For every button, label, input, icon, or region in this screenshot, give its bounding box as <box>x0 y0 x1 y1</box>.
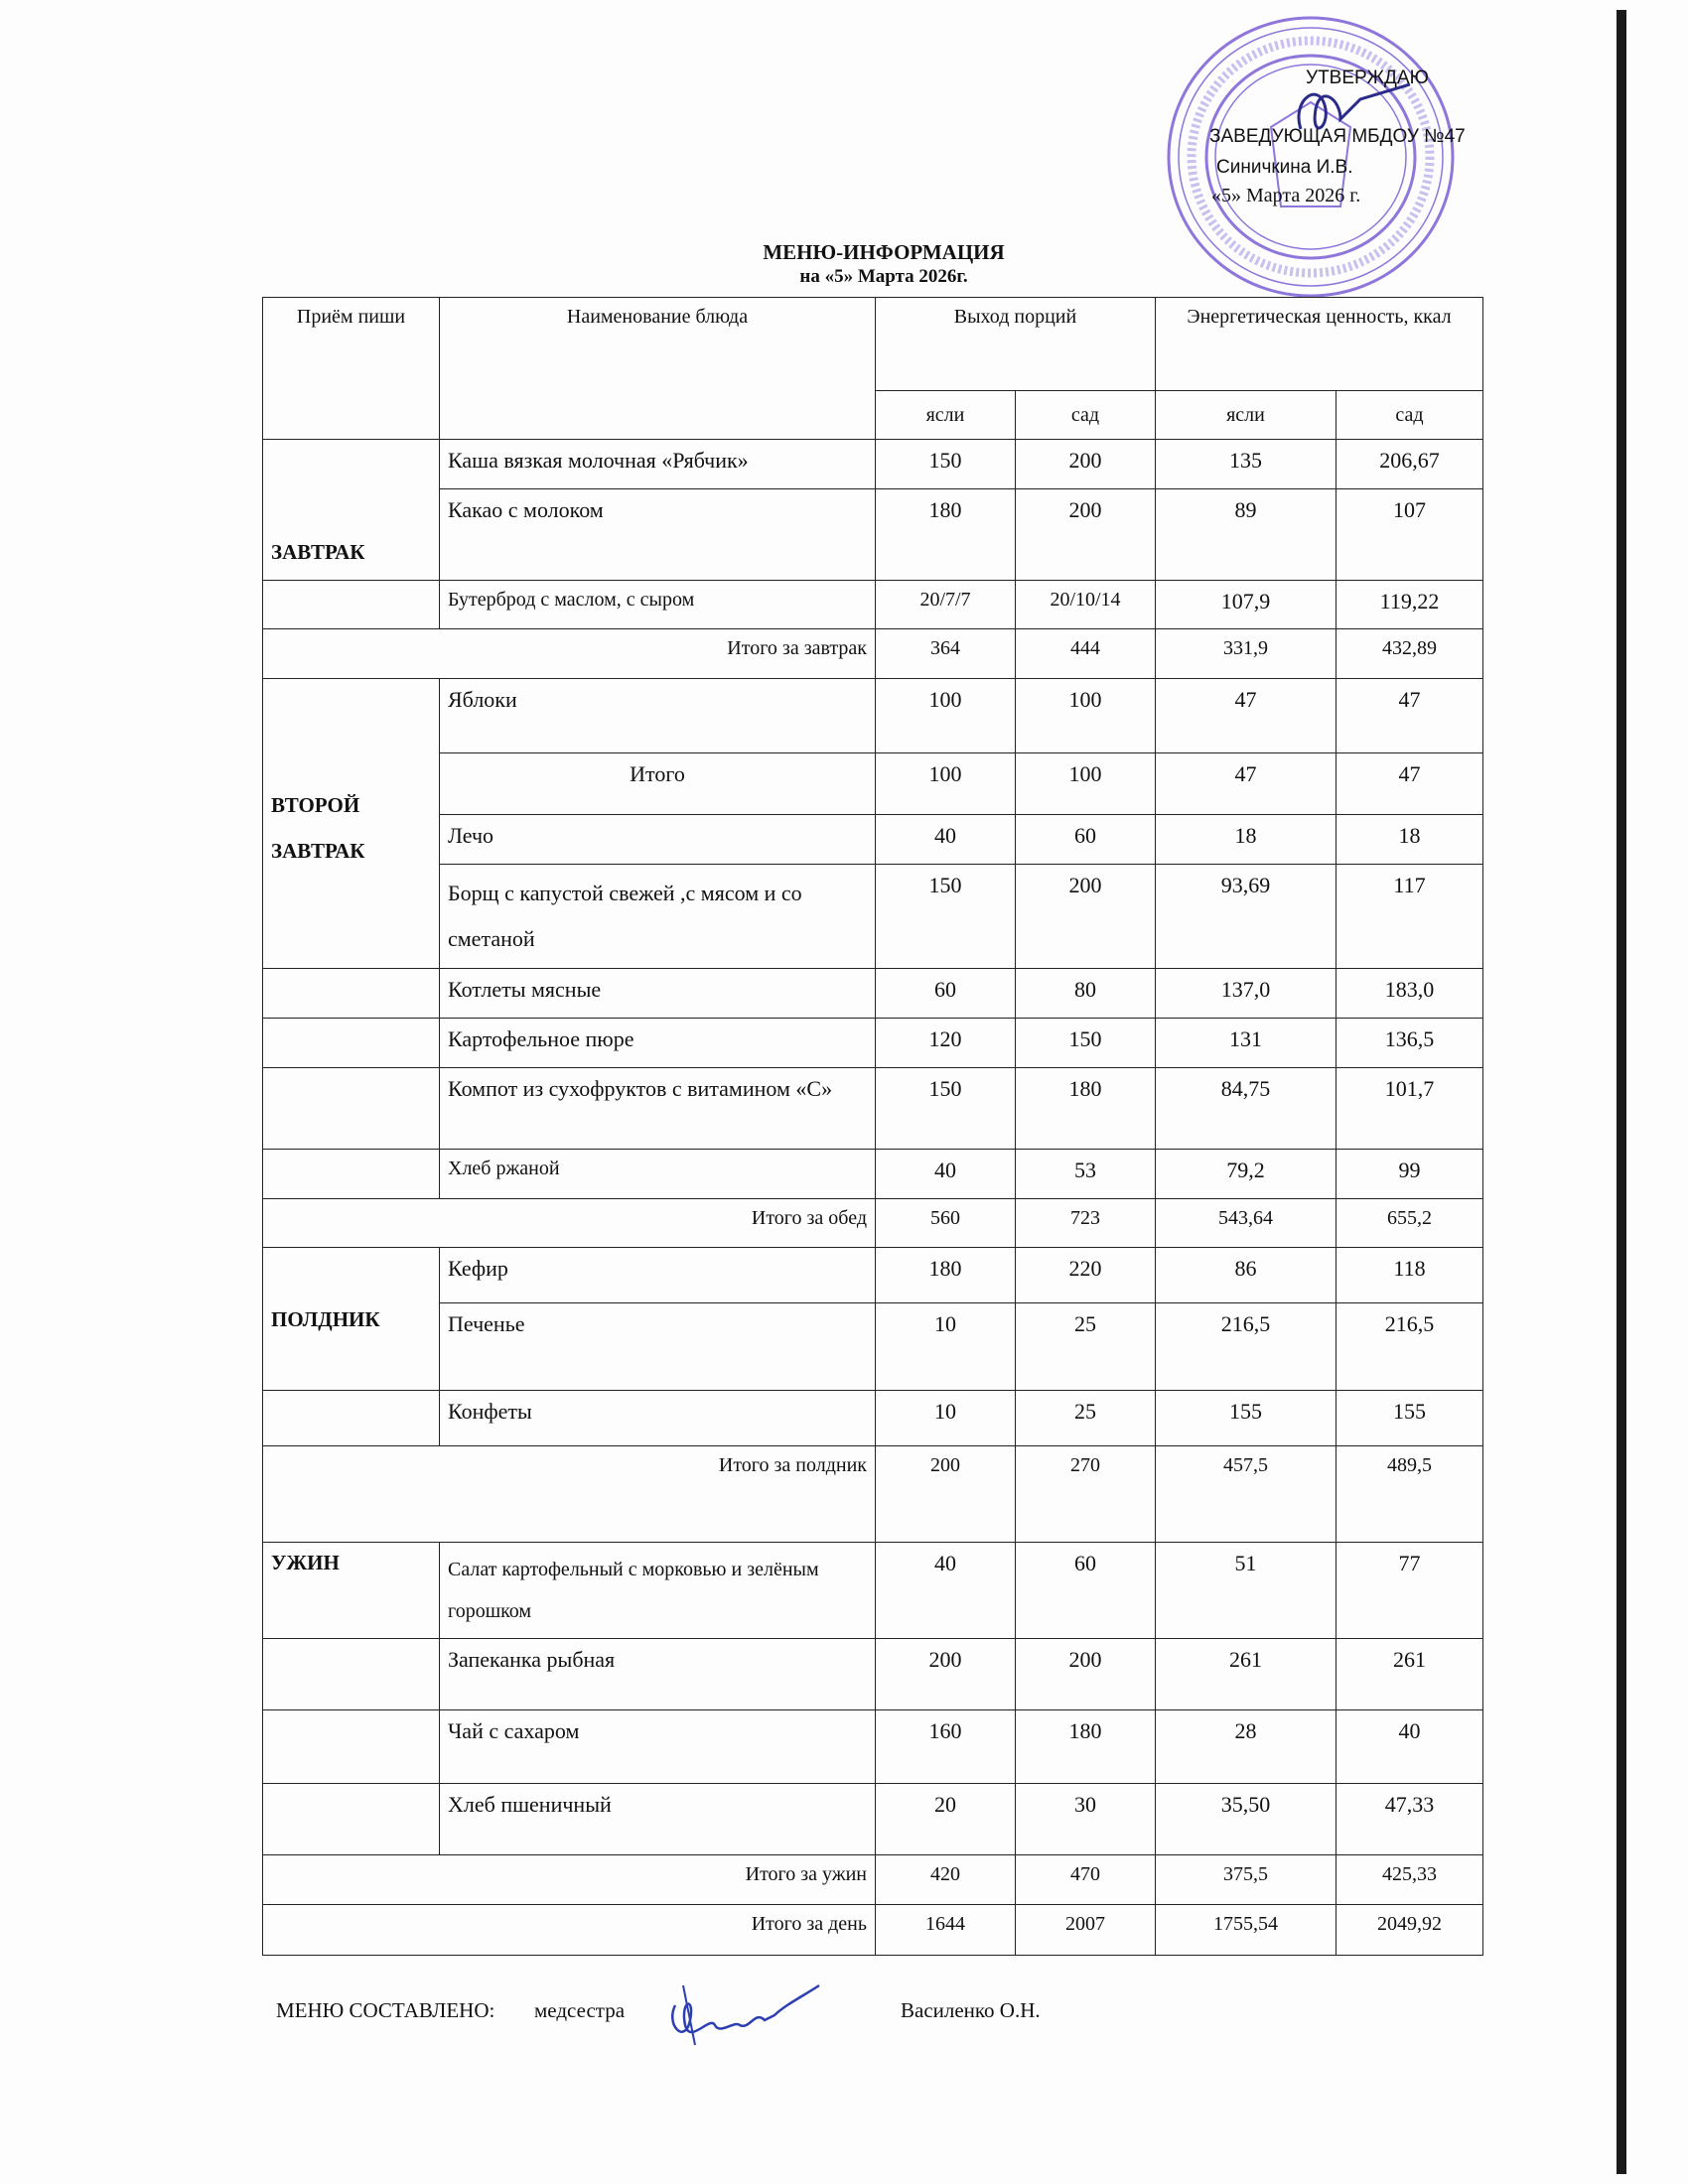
footer-label: МЕНЮ СОСТАВЛЕНО: <box>276 1998 495 2022</box>
output-nursery-value: 200 <box>876 1639 1016 1710</box>
output-garden-value: 53 <box>1016 1150 1156 1199</box>
energy-garden-value: 489,5 <box>1336 1446 1483 1543</box>
table-row <box>263 815 1483 865</box>
dish-name: Печенье <box>440 1303 876 1391</box>
output-garden-value: 60 <box>1016 1543 1156 1639</box>
output-nursery-value: 40 <box>876 815 1016 865</box>
document-subtitle: на «5» Марта 2026г. <box>799 266 968 287</box>
subheader-output-nursery: ясли <box>876 391 1016 440</box>
energy-garden-value: 117 <box>1336 865 1483 969</box>
energy-nursery-value: 155 <box>1156 1391 1336 1446</box>
energy-garden-value: 107 <box>1336 489 1483 581</box>
dish-name: Итого <box>440 753 876 815</box>
scan-edge <box>1617 10 1626 2174</box>
approval-date: «5» Марта 2026 г. <box>1211 185 1361 206</box>
output-garden-value: 220 <box>1016 1248 1156 1303</box>
output-nursery-value: 40 <box>876 1543 1016 1639</box>
subheader-energy-garden: сад <box>1336 391 1483 440</box>
energy-nursery-value: 86 <box>1156 1248 1336 1303</box>
output-garden-value: 470 <box>1016 1855 1156 1905</box>
output-nursery-value: 560 <box>876 1199 1016 1248</box>
approval-heading: УТВЕРЖДАЮ <box>1306 68 1429 88</box>
output-garden-value: 60 <box>1016 815 1156 865</box>
meal-empty-cell <box>263 1639 440 1710</box>
output-garden-value: 180 <box>1016 1710 1156 1784</box>
total-label: Итого за день <box>263 1905 876 1956</box>
output-nursery-value: 420 <box>876 1855 1016 1905</box>
energy-garden-value: 425,33 <box>1336 1855 1483 1905</box>
table-row <box>263 1391 1483 1446</box>
meal-empty-cell <box>263 1710 440 1784</box>
total-row <box>263 1199 1483 1248</box>
approval-position: ЗАВЕДУЮЩАЯ МБДОУ №47 <box>1209 126 1466 147</box>
total-row <box>263 629 1483 679</box>
table-header-row <box>263 298 1483 391</box>
dish-name: Лечо <box>440 815 876 865</box>
meal-dinner: УЖИН <box>263 1543 440 1639</box>
meal-empty-cell <box>263 1784 440 1855</box>
output-garden-value: 100 <box>1016 679 1156 753</box>
dish-name: Конфеты <box>440 1391 876 1446</box>
table-row <box>263 1639 1483 1710</box>
dish-name: Запеканка рыбная <box>440 1639 876 1710</box>
energy-garden-value: 47 <box>1336 679 1483 753</box>
energy-garden-value: 655,2 <box>1336 1199 1483 1248</box>
energy-nursery-value: 543,64 <box>1156 1199 1336 1248</box>
output-garden-value: 25 <box>1016 1391 1156 1446</box>
energy-garden-value: 183,0 <box>1336 969 1483 1019</box>
output-nursery-value: 364 <box>876 629 1016 679</box>
energy-nursery-value: 28 <box>1156 1710 1336 1784</box>
approval-name: Синичкина И.В. <box>1216 157 1353 178</box>
energy-garden-value: 432,89 <box>1336 629 1483 679</box>
table-row <box>263 679 1483 753</box>
output-nursery-value: 1644 <box>876 1905 1016 1956</box>
energy-garden-value: 261 <box>1336 1639 1483 1710</box>
energy-garden-value: 101,7 <box>1336 1068 1483 1150</box>
output-nursery-value: 10 <box>876 1391 1016 1446</box>
output-garden-value: 270 <box>1016 1446 1156 1543</box>
energy-garden-value: 118 <box>1336 1248 1483 1303</box>
energy-garden-value: 40 <box>1336 1710 1483 1784</box>
dish-name: Борщ с капустой свежей ,с мясом и со сметаной <box>440 865 876 969</box>
output-nursery-value: 160 <box>876 1710 1016 1784</box>
dish-name: Хлеб пшеничный <box>440 1784 876 1855</box>
dish-name: Каша вязкая молочная «Рябчик» <box>440 440 876 489</box>
energy-nursery-value: 51 <box>1156 1543 1336 1639</box>
output-garden-value: 25 <box>1016 1303 1156 1391</box>
output-nursery-value: 20/7/7 <box>876 581 1016 629</box>
table-row <box>263 440 1483 489</box>
output-garden-value: 200 <box>1016 440 1156 489</box>
header-output: Выход порций <box>876 298 1156 391</box>
total-label: Итого за полдник <box>263 1446 876 1543</box>
total-row <box>263 1855 1483 1905</box>
dish-name: Какао с молоком <box>440 489 876 581</box>
total-label: Итого за завтрак <box>263 629 876 679</box>
dish-name: Картофельное пюре <box>440 1019 876 1068</box>
dish-name: Салат картофельный с морковью и зелёным горошком <box>440 1543 876 1639</box>
dish-name: Кефир <box>440 1248 876 1303</box>
energy-garden-value: 216,5 <box>1336 1303 1483 1391</box>
meal-second-breakfast: ВТОРОЙ ЗАВТРАК <box>263 679 440 969</box>
meal-empty-cell <box>263 1068 440 1150</box>
output-nursery-value: 200 <box>876 1446 1016 1543</box>
total-label: Итого за ужин <box>263 1855 876 1905</box>
output-nursery-value: 60 <box>876 969 1016 1019</box>
dish-name: Котлеты мясные <box>440 969 876 1019</box>
energy-garden-value: 155 <box>1336 1391 1483 1446</box>
energy-garden-value: 136,5 <box>1336 1019 1483 1068</box>
nurse-signature-icon <box>655 1976 824 2050</box>
table-row <box>263 1543 1483 1639</box>
header-meal: Приём пиши <box>263 298 440 440</box>
total-row <box>263 1446 1483 1543</box>
header-dish: Наименование блюда <box>440 298 876 440</box>
table-row <box>263 1303 1483 1391</box>
output-garden-value: 200 <box>1016 865 1156 969</box>
meal-empty-cell <box>263 1150 440 1199</box>
table-row <box>263 1068 1483 1150</box>
menu-table <box>262 297 1483 1956</box>
energy-nursery-value: 216,5 <box>1156 1303 1336 1391</box>
energy-nursery-value: 107,9 <box>1156 581 1336 629</box>
table-row <box>263 1710 1483 1784</box>
energy-garden-value: 99 <box>1336 1150 1483 1199</box>
energy-nursery-value: 261 <box>1156 1639 1336 1710</box>
energy-nursery-value: 35,50 <box>1156 1784 1336 1855</box>
energy-nursery-value: 131 <box>1156 1019 1336 1068</box>
output-nursery-value: 20 <box>876 1784 1016 1855</box>
output-garden-value: 2007 <box>1016 1905 1156 1956</box>
energy-nursery-value: 18 <box>1156 815 1336 865</box>
energy-nursery-value: 375,5 <box>1156 1855 1336 1905</box>
meal-snack: ПОЛДНИК <box>263 1248 440 1391</box>
energy-nursery-value: 457,5 <box>1156 1446 1336 1543</box>
table-row <box>263 581 1483 629</box>
energy-nursery-value: 331,9 <box>1156 629 1336 679</box>
output-nursery-value: 150 <box>876 440 1016 489</box>
meal-empty-cell <box>263 581 440 629</box>
meal-breakfast: ЗАВТРАК <box>263 440 440 581</box>
energy-nursery-value: 1755,54 <box>1156 1905 1336 1956</box>
output-garden-value: 150 <box>1016 1019 1156 1068</box>
energy-nursery-value: 137,0 <box>1156 969 1336 1019</box>
table-row <box>263 753 1483 815</box>
energy-nursery-value: 47 <box>1156 753 1336 815</box>
table-row <box>263 969 1483 1019</box>
energy-nursery-value: 135 <box>1156 440 1336 489</box>
table-row <box>263 1248 1483 1303</box>
dish-name: Компот из сухофруктов с витамином «С» <box>440 1068 876 1150</box>
dish-name: Бутерброд с маслом, с сыром <box>440 581 876 629</box>
energy-garden-value: 119,22 <box>1336 581 1483 629</box>
energy-garden-value: 2049,92 <box>1336 1905 1483 1956</box>
output-nursery-value: 180 <box>876 489 1016 581</box>
output-garden-value: 200 <box>1016 1639 1156 1710</box>
document-title: МЕНЮ-ИНФОРМАЦИЯ <box>763 240 1005 264</box>
output-nursery-value: 180 <box>876 1248 1016 1303</box>
output-nursery-value: 40 <box>876 1150 1016 1199</box>
energy-nursery-value: 79,2 <box>1156 1150 1336 1199</box>
table-row <box>263 1784 1483 1855</box>
energy-nursery-value: 93,69 <box>1156 865 1336 969</box>
table-row <box>263 489 1483 581</box>
energy-nursery-value: 89 <box>1156 489 1336 581</box>
meal-empty-cell <box>263 969 440 1019</box>
subheader-energy-nursery: ясли <box>1156 391 1336 440</box>
total-label: Итого за обед <box>263 1199 876 1248</box>
output-garden-value: 20/10/14 <box>1016 581 1156 629</box>
output-garden-value: 200 <box>1016 489 1156 581</box>
output-nursery-value: 150 <box>876 865 1016 969</box>
subheader-output-garden: сад <box>1016 391 1156 440</box>
energy-garden-value: 77 <box>1336 1543 1483 1639</box>
output-garden-value: 30 <box>1016 1784 1156 1855</box>
energy-garden-value: 47,33 <box>1336 1784 1483 1855</box>
output-nursery-value: 10 <box>876 1303 1016 1391</box>
header-energy: Энергетическая ценность, ккал <box>1156 298 1483 391</box>
total-row <box>263 1905 1483 1956</box>
footer-name: Василенко О.Н. <box>901 1998 1041 2022</box>
output-garden-value: 723 <box>1016 1199 1156 1248</box>
energy-nursery-value: 47 <box>1156 679 1336 753</box>
footer-role: медсестра <box>534 1998 626 2022</box>
output-garden-value: 444 <box>1016 629 1156 679</box>
energy-nursery-value: 84,75 <box>1156 1068 1336 1150</box>
output-garden-value: 180 <box>1016 1068 1156 1150</box>
energy-garden-value: 206,67 <box>1336 440 1483 489</box>
dish-name: Яблоки <box>440 679 876 753</box>
table-row <box>263 865 1483 969</box>
output-garden-value: 100 <box>1016 753 1156 815</box>
output-nursery-value: 120 <box>876 1019 1016 1068</box>
energy-garden-value: 18 <box>1336 815 1483 865</box>
table-row <box>263 1150 1483 1199</box>
meal-empty-cell <box>263 1019 440 1068</box>
output-nursery-value: 100 <box>876 679 1016 753</box>
dish-name: Чай с сахаром <box>440 1710 876 1784</box>
table-row <box>263 1019 1483 1068</box>
output-garden-value: 80 <box>1016 969 1156 1019</box>
dish-name: Хлеб ржаной <box>440 1150 876 1199</box>
output-nursery-value: 100 <box>876 753 1016 815</box>
meal-empty-cell <box>263 1391 440 1446</box>
output-nursery-value: 150 <box>876 1068 1016 1150</box>
energy-garden-value: 47 <box>1336 753 1483 815</box>
